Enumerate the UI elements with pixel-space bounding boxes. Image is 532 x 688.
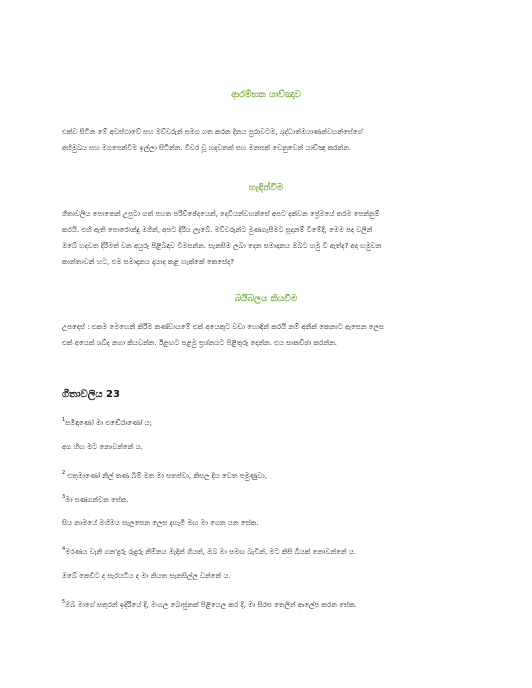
verse-text: මරණය වැනි ගන'දුරු රුදුරු නිම්නය මැදින් ගියත්, ඔබ මා සමඟ බැවින්, මට කිසි බියක් නොවන්නේ ය. (65, 548, 356, 556)
psalm-verse (62, 441, 482, 453)
bible-reading-instructions (62, 319, 472, 351)
paragraph-line: ගීතාවලිය පොතෙන් උපුටා ගත් පහත පරිච්ඡේදයෙන්, දෙවියන්වහන්සේ අපට දක්වන ප්‍රේමයේ තරම පෙන්නුම් (62, 210, 380, 218)
opening-prayer-text (62, 124, 472, 156)
psalm-title: ගීතාවලිය 23 (62, 389, 120, 400)
opening-prayer-heading: ආරම්භක යාච්ඤාව (231, 90, 301, 100)
psalm-verse (62, 467, 482, 482)
paragraph-line: කරයි. එහි ඇති පොරොන්දු මගින්, අපට දිරිය ලැබේ. මව්වරුන්ට මුණගැසීමට සූදානම් වීමේදී, මෙම පද වලින් (62, 226, 373, 234)
paragraph-line: අභිමුඛය සහ මගපෙන්වීම ඉල්ලා සිටින්න. විවර වූ හදවතක් සහ මනසක් වෙනුවෙන් යාච්ඤා කරන්න. (62, 144, 352, 152)
verse-text: සමිඳාණෝ මා එඬේරාණෝ ය; (65, 419, 152, 427)
psalm-verse (62, 596, 482, 611)
verse-number: 2 (62, 470, 66, 476)
verse-number: 3 (62, 494, 66, 500)
bible-reading-heading: බයිබලය කියවීම (234, 294, 298, 304)
paragraph-line: කාන්තාවන් හට, එම සමාදානය දායාද කළ හැක්කේ කෙසේද? (62, 258, 234, 266)
introduction-heading: හැඳින්වීම (248, 183, 284, 193)
paragraph-line: එක් අයෙක් ශබ්ද නගා කියවන්න. ඊළඟට පළමු ප්‍රශ්නයට පිළිතුරු දෙන්න. එය සාකච්ඡා කරන්න. (62, 339, 338, 347)
paragraph-line: ඔබේ හදවත දිරිමත් වන අයුරු පිළිබඳව විමසන්න. සැනසීම ලබා දෙන සමාදානය ඔබට හමු වී ඇත්ද? අද හමුවන (62, 242, 382, 250)
paragraph-line: උපදෙස් : එකම මෙහෙනි කිරීම කණ්ඩායමේ එක් අයෙකුට වඩා හොඳින් කරයි නම් අනික් කෙනාට ඇසෙන ලෙස (62, 323, 384, 331)
verse-text: මා පණගන්වන සේක. (65, 496, 129, 504)
verse-text: එතුමාණෝ නිල් තණ බිම් මත මා සතප්වා, නිසල දිය වෙත පමුණුවා, (67, 472, 267, 480)
verse-number: 4 (62, 546, 66, 552)
verse-text: අග හිඟ මට නොවන්නේ ය. (62, 443, 143, 451)
verse-number: 5 (62, 599, 66, 605)
introduction-text (62, 206, 472, 270)
psalm-verse (62, 543, 482, 558)
verse-text: ඔබේ කෙවිට ද සැරයටිය ද මා නියත සැනසිල්ල වන්නේ ය. (62, 572, 231, 580)
psalm-verse (62, 517, 482, 529)
verse-number: 1 (62, 417, 66, 423)
psalm-verse (62, 570, 482, 582)
psalm-verse (62, 414, 482, 429)
verse-text: ඔබ මාගේ සතුරන් ඉදිරියේ දී, මංගල බොජුනක් පිළියෙල කර දී, මා සිරස තෙලින් ආලේප කරන සේක. (65, 601, 357, 609)
verse-text: සිය නාමයේ මහිමය සැලසෙන ලෙස දැහැමි මඟ මා ගෙන යන සේක. (62, 519, 259, 527)
psalm-verse (62, 491, 482, 506)
paragraph-line: එක්ව සිටින මේ අවස්ථාවේ සහ මව්වරුන් සමග ගත කරන දිනය පුරාවටම, ශුද්ධාත්මයාණන්වහන්සේගේ (62, 128, 363, 136)
